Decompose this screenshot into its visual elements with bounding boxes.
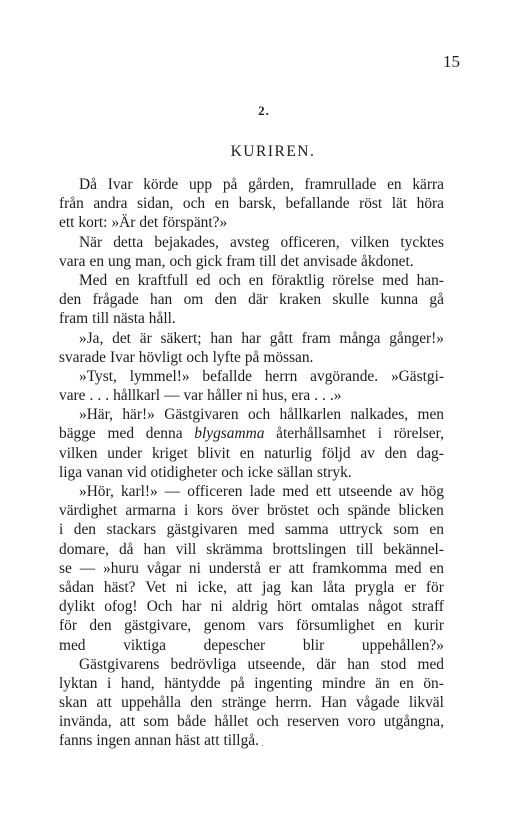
page-number: 15	[443, 52, 460, 71]
body-text	[59, 175, 444, 751]
chapter-title: KURIREN.	[230, 143, 316, 160]
text-line: Gästgivarens bedrövliga utseende, där han stod med	[79, 655, 444, 673]
text-line: för den gästgivare, genom vars försumlighet en kurir	[59, 617, 444, 635]
text-line: vilken under kriget blivit en naturlig följd av den dag-	[59, 444, 444, 462]
text-line: svarade Ivar hövligt och lyfte på mössan.	[59, 348, 314, 366]
text-line: »Hör, karl!» — officeren lade med ett utseende av hög	[79, 483, 444, 500]
text-line: »Tyst, lymmel!» befallde herrn avgörande. »Gästgi-	[79, 367, 444, 385]
text-line: i den stackars gästgivaren med samma uttryck som en	[59, 521, 444, 539]
text-line: lyktan i hand, häntydde på ingenting mindre än en ön-	[59, 674, 444, 692]
text-line: liga vanan vid otidigheter och icke sällan stryk.	[59, 463, 352, 481]
text-line: Då Ivar körde upp på gården, framrullade en kärra	[79, 176, 444, 193]
text-line: fanns ingen annan häst att tillgå.	[59, 732, 259, 750]
text-line: ett kort: »Är det förspänt?»	[59, 214, 228, 232]
text-line: den frågade han om den där kraken skulle kunna gå	[59, 291, 444, 309]
text-line: bägge med denna blygsamma återhållsamhet i rörelser,	[59, 425, 444, 443]
text-line: fram till nästa håll.	[59, 310, 176, 328]
print-speck	[262, 745, 263, 746]
text-line: domare, då han vill skrämma brottslingen till bekännel-	[59, 540, 444, 558]
text-line: invända, att som både hållet och reserven voro utgångna,	[59, 713, 444, 731]
text-line: »Ja, det är säkert; han har gått fram många gånger!»	[79, 329, 444, 347]
text-line: med viktiga depescher blir uppehållen?»	[59, 636, 444, 654]
text-line: När detta bejakades, avsteg officeren, vilken tycktes	[79, 233, 444, 251]
text-line: från andra sidan, och en barsk, befallande röst lät höra	[59, 195, 444, 213]
text-line: värdighet armarna i kors över bröstet och spände blicken	[59, 502, 444, 520]
text-line: vara en ung man, och gick fram till det anvisade åkdonet.	[59, 252, 414, 270]
text-line: Med en kraftfull ed och en föraktlig rörelse med han-	[79, 271, 444, 289]
text-line: »Här, här!» Gästgivaren och hållkarlen nalkades, men	[79, 406, 444, 424]
text-line: vare . . . hållkarl — var håller ni hus, era . . .»	[59, 387, 342, 405]
text-line: skan att uppehålla den stränge herrn. Han vågade likväl	[59, 694, 444, 712]
chapter-number: 2.	[258, 103, 270, 118]
text-line: dylikt ofog! Och har ni aldrig hört omtalas något straff	[59, 598, 444, 616]
text-line: sådan häst? Vet ni icke, att jag kan låta prygla er för	[59, 578, 444, 596]
text-line: se — »huru vågar ni understå er att framkomma med en	[59, 559, 444, 577]
